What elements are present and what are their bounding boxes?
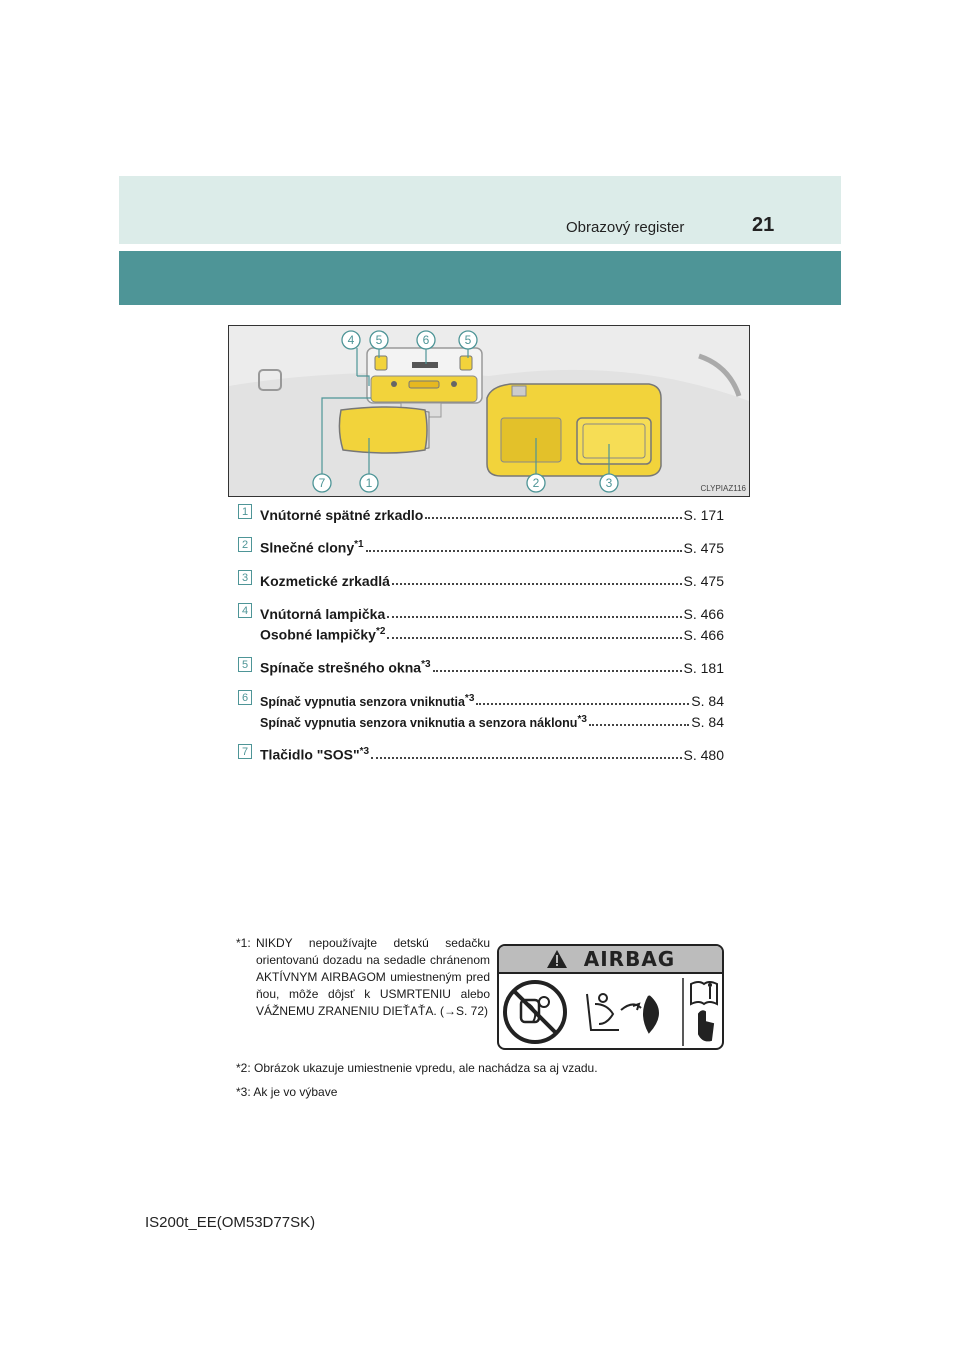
- list-item: [238, 653, 724, 676]
- airbag-label-header: [499, 946, 722, 974]
- callout-3: 3: [605, 476, 613, 490]
- page-reference[interactable]: S. 84: [691, 714, 724, 730]
- page-reference[interactable]: S. 475: [683, 540, 724, 556]
- page-reference[interactable]: S. 84: [691, 693, 724, 709]
- page-reference[interactable]: S. 466: [683, 627, 724, 643]
- list-item: [238, 740, 724, 763]
- list-item: [238, 533, 724, 556]
- callout-5a: 5: [375, 333, 383, 347]
- footnote-1: [236, 935, 490, 1020]
- list-item: [238, 500, 724, 523]
- parts-list: [238, 500, 724, 763]
- callout-7: 7: [318, 476, 326, 490]
- page-reference[interactable]: S. 181: [683, 660, 724, 676]
- header-band: [119, 176, 841, 244]
- warning-triangle-icon: [546, 949, 568, 969]
- footnote-ref: *3: [359, 746, 370, 758]
- read-manual-icon: [691, 982, 717, 1040]
- footnote-ref: *1: [354, 539, 364, 551]
- list-item: [238, 686, 724, 730]
- section-title: Obrazový register: [566, 219, 685, 236]
- overhead-console-illustration: [228, 325, 750, 497]
- footnote-text: NIKDY nepoužívajte detskú sedačku orientovanú dozadu na sedadle chránenom AKTÍVNYM AIRBAGOM umiestneným pred ňou, môže dôjsť k USMRTENIU alebo VÁŽNEMU ZRANENIU DIEŤAŤA. (→S. 72): [256, 936, 490, 1018]
- leader-dots: [387, 637, 681, 639]
- item-label: Kozmetické zrkadlá: [260, 573, 390, 589]
- airbag-pictograms: [499, 974, 722, 1050]
- leader-dots: [589, 724, 689, 726]
- item-label: Tlačidlo "SOS": [260, 747, 360, 763]
- leader-dots: [392, 583, 682, 585]
- item-number: 6: [238, 690, 252, 705]
- item-label: Vnútorné spätné zrkadlo: [260, 507, 424, 523]
- list-item: [238, 566, 724, 589]
- leader-dots: [425, 517, 681, 519]
- page-reference[interactable]: S. 475: [683, 573, 724, 589]
- item-label: Vnútorná lampička: [260, 606, 386, 622]
- item-label: Slnečné clony: [260, 540, 355, 556]
- leader-dots: [476, 703, 689, 705]
- callout-5b: 5: [464, 333, 472, 347]
- callout-2: 2: [532, 476, 540, 490]
- leader-dots: [371, 757, 681, 759]
- item-label-secondary: Spínač vypnutia senzora vniknutia a senzora náklonu: [260, 716, 578, 730]
- item-label: Spínač vypnutia senzora vniknutia: [260, 695, 465, 709]
- image-code: CLYPIAZ116: [700, 484, 746, 493]
- document-code: IS200t_EE(OM53D77SK): [145, 1214, 316, 1231]
- item-label: Spínače strešného okna: [260, 660, 422, 676]
- no-rear-facing-seat-icon: [505, 982, 565, 1042]
- item-number: 3: [238, 570, 252, 585]
- item-number: 5: [238, 657, 252, 672]
- page-reference[interactable]: S. 466: [683, 606, 724, 622]
- item-number: 1: [238, 504, 252, 519]
- footnote-ref: *3: [577, 713, 587, 725]
- footnote-marker: *1:: [236, 936, 251, 950]
- callout-1: 1: [365, 476, 373, 490]
- page-reference[interactable]: S. 480: [683, 747, 724, 763]
- footnote-2: *2: Obrázok ukazuje umiestnenie vpredu, ale nachádza sa aj vzadu.: [236, 1061, 598, 1075]
- item-number: 4: [238, 603, 252, 618]
- item-number: 2: [238, 537, 252, 552]
- callout-4: 4: [347, 333, 355, 347]
- leader-dots: [366, 550, 682, 552]
- footnote-3: *3: Ak je vo výbave: [236, 1085, 338, 1099]
- list-item: [238, 599, 724, 643]
- page-reference[interactable]: S. 171: [683, 507, 724, 523]
- leader-dots: [433, 670, 682, 672]
- airbag-warning-label: [497, 944, 724, 1050]
- callout-6: 6: [422, 333, 430, 347]
- footnote-ref: *3: [464, 692, 475, 704]
- leader-dots: [387, 616, 681, 618]
- footnote-ref: *2: [375, 626, 386, 638]
- footnote-ref: *3: [421, 659, 431, 671]
- item-number: 7: [238, 744, 252, 759]
- airbag-label-title: AIRBAG: [583, 947, 676, 971]
- airbag-deploy-icon: [587, 994, 658, 1032]
- car-interior-drawing: [229, 326, 749, 496]
- item-label-secondary: Osobné lampičky: [260, 627, 376, 643]
- page-number: 21: [752, 214, 775, 236]
- teal-bar: [119, 251, 841, 305]
